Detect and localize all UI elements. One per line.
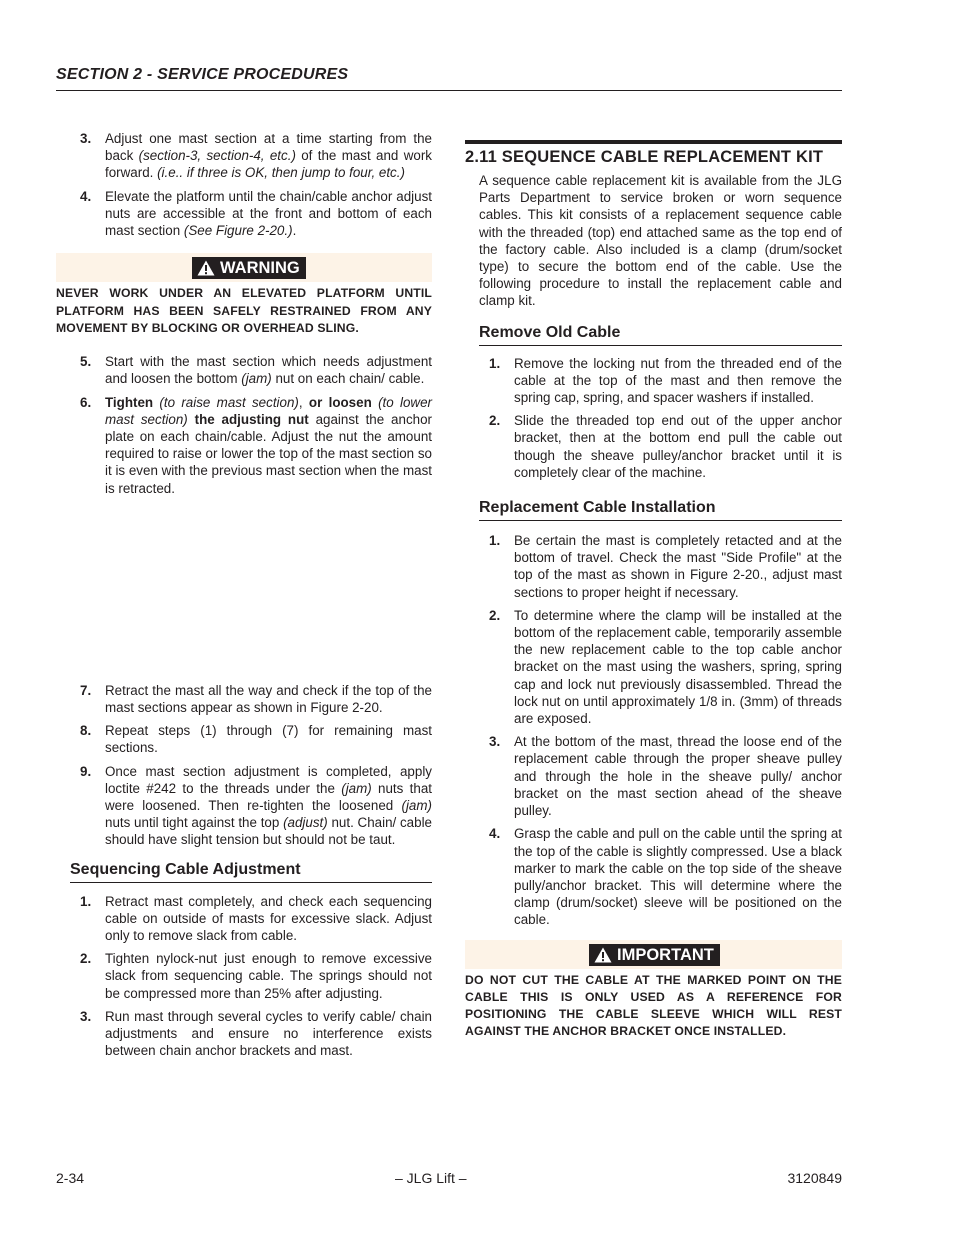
footer-publisher: – JLG Lift – (395, 1170, 467, 1186)
step-number: 4. (80, 188, 92, 204)
warning-label: WARNING (220, 259, 300, 278)
step-text: Retract the mast all the way and check if the top of the mast sections appear as shown in Figure 2-20. (105, 682, 432, 715)
step-item (56, 950, 432, 1002)
subhead-sequencing-cable-adjustment: Sequencing Cable Adjustment (70, 861, 432, 883)
step-number: 3. (80, 131, 92, 146)
step-number: 6. (80, 394, 92, 410)
figure-space (56, 497, 432, 682)
step-text: Once mast section adjustment is completed, apply loctite #242 to the threads under the (jam) nuts that were loosened. Then re-tighten the loosened (jam) nuts until tight against the top (adjust) nut. Chain/ cable should have slight tension but should not be taut. (105, 763, 433, 848)
intro-paragraph: A sequence cable replacement kit is available from the JLG Parts Department to service broken or worn sequence cables. This kit consists of a replacement sequence cable with the threaded (top) end attached same as the top end of the factory cable. Also included is a clamp (drum/socket type) to secure the bottom end of the cable. Use the following procedure to install the replacement cable and clamp kit. (479, 173, 842, 309)
step-number: 3. (80, 1008, 92, 1024)
step-item (465, 607, 842, 727)
important-banner (465, 940, 842, 969)
important-badge (589, 944, 720, 966)
warning-text: NEVER WORK UNDER AN ELEVATED PLATFORM UNTIL PLATFORM HAS BEEN SAFELY RESTRAINED FROM ANY MOVEMENT BY BLOCKING OR OVERHEAD SLING. (56, 286, 432, 335)
step-number: 4. (489, 826, 501, 842)
warning-triangle-icon (197, 260, 215, 276)
step-item (56, 893, 432, 945)
subhead-replacement-cable-installation: Replacement Cable Installation (479, 499, 842, 521)
step-list (465, 355, 842, 481)
step-list (465, 532, 842, 928)
step-item (56, 394, 432, 497)
step-text: Adjust one mast section at a time starting from the back (section-3, section-4, etc.) of the mast and work forward. (i.e.. if three is OK, then jump to four, etc.) (105, 131, 432, 181)
document-number: 3120849 (787, 1170, 842, 1186)
step-item (465, 733, 842, 819)
step-text: Slide the threaded top end out of the upper anchor bracket, then at the bottom end pull the cable out though the sheave pulley/anchor bracket until it is completely clear of the machine. (514, 413, 842, 480)
step-list (56, 682, 432, 849)
step-list (56, 353, 432, 497)
step-item (56, 130, 432, 182)
step-number: 7. (80, 682, 92, 698)
step-text: To determine where the clamp will be installed at the bottom of the replacement cable, temporarily assemble the new replacement cable to the top cable anchor bracket on the mast using the washers, spring, spring cap and lock nut previously disassembled. Thread the lock nut on until approximately 1/8 in. (3mm) of threads are exposed. (514, 607, 842, 727)
step-number: 1. (489, 355, 501, 371)
step-number: 9. (80, 763, 92, 779)
step-number: 8. (80, 723, 92, 739)
step-text: Be certain the mast is completely retacted and at the bottom of travel. Check the mast "Side Profile" at the top of the mast as shown in Figure 2-20., adjust mast sections to proper height if necessary. (514, 533, 842, 600)
page-header (56, 66, 842, 91)
step-text: Tighten nylock-nut just enough to remove excessive slack from sequencing cable. The springs should not be compressed more than 25% after adjusting. (105, 951, 432, 1001)
step-number: 3. (489, 734, 501, 750)
step-item (56, 188, 432, 240)
step-number: 1. (80, 893, 92, 909)
right-column (465, 140, 842, 1041)
important-text: DO NOT CUT THE CABLE AT THE MARKED POINT ON THE CABLE THIS IS ONLY USED AS A REFERENCE FOR POSITIONING THE CABLE SLEEVE WHICH WILL REST AGAINST THE ANCHOR BRACKET ONCE INSTALLED. (465, 972, 842, 1039)
step-text: At the bottom of the mast, thread the loose end of the replacement cable through the proper sheave pulley and through the hole in the sheave pully/ anchor bracket on the mast section ahead of the sheave pulley. (514, 734, 842, 819)
step-number: 5. (80, 354, 92, 370)
step-item (465, 825, 842, 928)
step-list (56, 130, 432, 239)
warning-triangle-icon (594, 947, 612, 963)
step-item (56, 1008, 432, 1060)
warning-badge (192, 257, 306, 279)
section-title: 2.11 SEQUENCE CABLE REPLACEMENT KIT (465, 148, 824, 166)
page-number: 2-34 (56, 1170, 85, 1186)
step-item (56, 763, 432, 849)
step-text: Retract mast completely, and check each sequencing cable on outside of masts for excessive slack. Adjust only to remove slack from cable. (105, 893, 432, 943)
step-item (465, 412, 842, 481)
warning-banner (56, 253, 432, 282)
step-text: Run mast through several cycles to verify cable/ chain adjustments and ensure no interference exists between chain anchor brackets and mast. (105, 1008, 432, 1059)
step-item (465, 355, 842, 407)
left-column (56, 130, 432, 1059)
step-text: Grasp the cable and pull on the cable until the spring at the top of the cable is slightly compressed. Use a black marker to mark the cable on the top side of the sheave pully/anchor bracket. This will determine where the clamp (drum/socket) sleeve will be positioned on the cable. (514, 826, 842, 928)
step-text: Start with the mast section which needs adjustment and loosen the bottom (jam) nut on each chain/ cable. (105, 354, 432, 387)
step-text: Tighten (to raise mast section), or loosen (to lower mast section) the adjusting nut against the anchor plate on each chain/cable. Adjust the nut the amount required to raise or lower the top of the mast section so it is even with the previous mast section when the mast is retracted. (105, 394, 432, 496)
step-item (56, 353, 432, 387)
step-item (56, 682, 432, 716)
step-text: Elevate the platform until the chain/cable anchor adjust nuts are accessible at the front and bottom of each mast section (See Figure 2-20.). (105, 188, 432, 239)
subhead-remove-old-cable: Remove Old Cable (479, 324, 842, 346)
step-text: Remove the locking nut from the threaded end of the cable at the top of the mast and then remove the spring cap, spring, and spacer washers if installed. (514, 355, 842, 406)
section-header-title: SECTION 2 - SERVICE PROCEDURES (56, 66, 349, 83)
important-label: IMPORTANT (617, 945, 714, 964)
step-list (56, 893, 432, 1060)
step-item (56, 722, 432, 756)
step-number: 2. (80, 951, 92, 967)
step-text: Repeat steps (1) through (7) for remaining mast sections. (105, 723, 432, 756)
step-item (465, 532, 842, 601)
step-number: 1. (489, 533, 501, 549)
step-number: 2. (489, 607, 501, 623)
step-number: 2. (489, 413, 501, 429)
